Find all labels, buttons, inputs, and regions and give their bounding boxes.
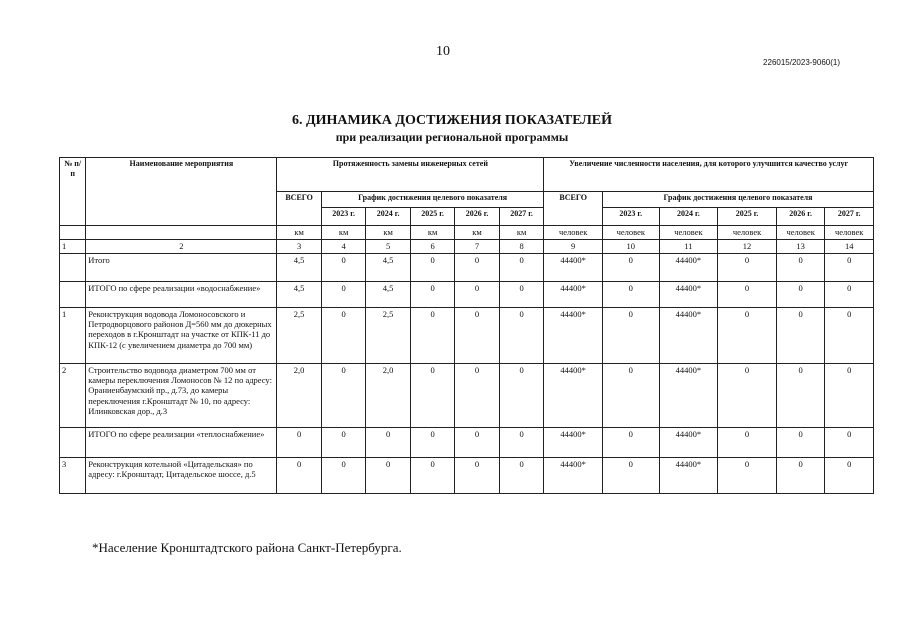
value-cell: 0: [321, 308, 365, 364]
value-cell: 44400*: [659, 364, 718, 428]
unit-km: км: [499, 226, 544, 240]
unit-people: человек: [776, 226, 825, 240]
unit-km: км: [410, 226, 454, 240]
value-cell: 0: [776, 254, 825, 282]
unit-people: человек: [659, 226, 718, 240]
column-number: 10: [602, 240, 659, 254]
value-cell: 0: [455, 458, 499, 494]
header-year: 2023 г.: [321, 208, 365, 226]
value-cell: 0: [602, 254, 659, 282]
value-cell: 0: [321, 428, 365, 458]
unit-people: человек: [718, 226, 777, 240]
table-row: [60, 282, 874, 308]
activity-name: ИТОГО по сфере реализации «теплоснабжение»: [86, 428, 277, 458]
row-number: [60, 282, 86, 308]
value-cell: 0: [277, 458, 321, 494]
value-cell: 0: [277, 428, 321, 458]
value-cell: 0: [499, 364, 544, 428]
value-cell: 0: [825, 364, 874, 428]
section-title: 6. ДИНАМИКА ДОСТИЖЕНИЯ ПОКАЗАТЕЛЕЙ: [291, 113, 613, 128]
value-cell: 0: [499, 428, 544, 458]
value-cell: 0: [825, 282, 874, 308]
header-schedule-people: График достижения целевого показателя: [602, 192, 873, 208]
value-cell: 0: [410, 428, 454, 458]
header-length: Протяженность замены инженерных сетей: [277, 158, 544, 192]
value-cell: 44400*: [544, 364, 603, 428]
row-number: 3: [60, 458, 86, 494]
value-cell: 2,5: [366, 308, 410, 364]
header-population: Увеличение численности населения, для которого улучшится качество услуг: [544, 158, 874, 192]
value-cell: 4,5: [277, 282, 321, 308]
column-number: 12: [718, 240, 777, 254]
value-cell: 0: [602, 282, 659, 308]
value-cell: 0: [776, 282, 825, 308]
header-year: 2023 г.: [602, 208, 659, 226]
column-number: 5: [366, 240, 410, 254]
value-cell: 0: [718, 282, 777, 308]
row-number: 2: [60, 364, 86, 428]
header-year: 2025 г.: [410, 208, 454, 226]
value-cell: 44400*: [544, 428, 603, 458]
header-year: 2026 г.: [455, 208, 499, 226]
value-cell: 0: [825, 254, 874, 282]
column-number: 9: [544, 240, 603, 254]
value-cell: 44400*: [659, 458, 718, 494]
value-cell: 44400*: [659, 428, 718, 458]
value-cell: 0: [825, 458, 874, 494]
column-number: 1: [60, 240, 86, 254]
value-cell: 0: [455, 428, 499, 458]
value-cell: 0: [321, 458, 365, 494]
header-year: 2027 г.: [499, 208, 544, 226]
row-number: [60, 254, 86, 282]
value-cell: 0: [776, 308, 825, 364]
unit-km: км: [277, 226, 321, 240]
value-cell: 0: [321, 282, 365, 308]
value-cell: 0: [825, 428, 874, 458]
value-cell: 0: [455, 282, 499, 308]
header-year: 2024 г.: [366, 208, 410, 226]
document-id: 226015/2023-9060(1): [763, 58, 840, 67]
value-cell: 0: [718, 308, 777, 364]
unit-people: человек: [602, 226, 659, 240]
header-schedule-km: График достижения целевого показателя: [321, 192, 543, 208]
value-cell: 0: [499, 282, 544, 308]
table-row: [60, 308, 874, 364]
value-cell: 2,5: [277, 308, 321, 364]
value-cell: 4,5: [277, 254, 321, 282]
column-number: 14: [825, 240, 874, 254]
page-number: 10: [436, 44, 450, 59]
value-cell: 44400*: [544, 308, 603, 364]
header-year: 2027 г.: [825, 208, 874, 226]
value-cell: 0: [455, 364, 499, 428]
value-cell: 0: [321, 254, 365, 282]
value-cell: 0: [410, 458, 454, 494]
value-cell: 0: [455, 308, 499, 364]
column-number-row: [60, 240, 874, 254]
value-cell: 0: [455, 254, 499, 282]
value-cell: 44400*: [544, 458, 603, 494]
value-cell: 0: [602, 458, 659, 494]
activity-name: Реконструкция котельной «Цитадельская» по адресу: г.Кронштадт, Цитадельское шоссе, д.5: [86, 458, 277, 494]
value-cell: 0: [410, 254, 454, 282]
value-cell: 0: [602, 308, 659, 364]
column-number: 7: [455, 240, 499, 254]
unit-people: человек: [544, 226, 603, 240]
value-cell: 0: [410, 308, 454, 364]
value-cell: 2,0: [277, 364, 321, 428]
value-cell: 0: [718, 428, 777, 458]
value-cell: 0: [602, 364, 659, 428]
column-number: 6: [410, 240, 454, 254]
row-number: [60, 428, 86, 458]
activity-name: Строительство водовода диаметром 700 мм от камеры переключения Ломоносов № 12 по адресу: Ораниенбаумский пр., д.73, до камеры переключения г.Кронштадт № 10, по адресу: Илинковская дор., д.3: [86, 364, 277, 428]
value-cell: 0: [718, 254, 777, 282]
value-cell: 44400*: [544, 254, 603, 282]
header-year: 2026 г.: [776, 208, 825, 226]
indicators-table: [59, 157, 874, 494]
activity-name: ИТОГО по сфере реализации «водоснабжение»: [86, 282, 277, 308]
table-row: [60, 254, 874, 282]
value-cell: 44400*: [544, 282, 603, 308]
header-year: 2025 г.: [718, 208, 777, 226]
unit-km: км: [321, 226, 365, 240]
activity-name: Итого: [86, 254, 277, 282]
value-cell: 44400*: [659, 308, 718, 364]
value-cell: 44400*: [659, 282, 718, 308]
value-cell: 0: [602, 428, 659, 458]
value-cell: 0: [366, 458, 410, 494]
column-number: 2: [86, 240, 277, 254]
value-cell: 0: [410, 364, 454, 428]
unit-people: человек: [825, 226, 874, 240]
header-total-people: ВСЕГО: [544, 192, 603, 226]
value-cell: 0: [499, 458, 544, 494]
value-cell: 0: [321, 364, 365, 428]
section-subtitle: при реализации региональной программы: [335, 130, 569, 144]
table-row: [60, 428, 874, 458]
value-cell: 2,0: [366, 364, 410, 428]
value-cell: 0: [499, 254, 544, 282]
header-name: Наименование мероприятия: [86, 158, 277, 226]
value-cell: 4,5: [366, 282, 410, 308]
value-cell: 0: [718, 364, 777, 428]
value-cell: 0: [776, 458, 825, 494]
header-num: № п/п: [60, 158, 86, 226]
unit-km: км: [455, 226, 499, 240]
value-cell: 4,5: [366, 254, 410, 282]
value-cell: 0: [410, 282, 454, 308]
row-number: 1: [60, 308, 86, 364]
value-cell: 0: [776, 364, 825, 428]
unit-km: км: [366, 226, 410, 240]
value-cell: 0: [825, 308, 874, 364]
activity-name: Реконструкция водовода Ломоносовского и Петродворцового районов Д=560 мм до дюкерных переходов в г.Кронштадт на участке от КПК-11 до КПК-12 (с увеличением диаметра до 700 мм): [86, 308, 277, 364]
column-number: 3: [277, 240, 321, 254]
value-cell: 0: [499, 308, 544, 364]
value-cell: 44400*: [659, 254, 718, 282]
column-number: 11: [659, 240, 718, 254]
table-row: [60, 364, 874, 428]
header-year: 2024 г.: [659, 208, 718, 226]
value-cell: 0: [366, 428, 410, 458]
value-cell: 0: [776, 428, 825, 458]
header-total-km: ВСЕГО: [277, 192, 321, 226]
table-row: [60, 458, 874, 494]
column-number: 13: [776, 240, 825, 254]
footnote: *Население Кронштадтского района Санкт-Петербурга.: [92, 540, 402, 555]
column-number: 4: [321, 240, 365, 254]
column-number: 8: [499, 240, 544, 254]
value-cell: 0: [718, 458, 777, 494]
